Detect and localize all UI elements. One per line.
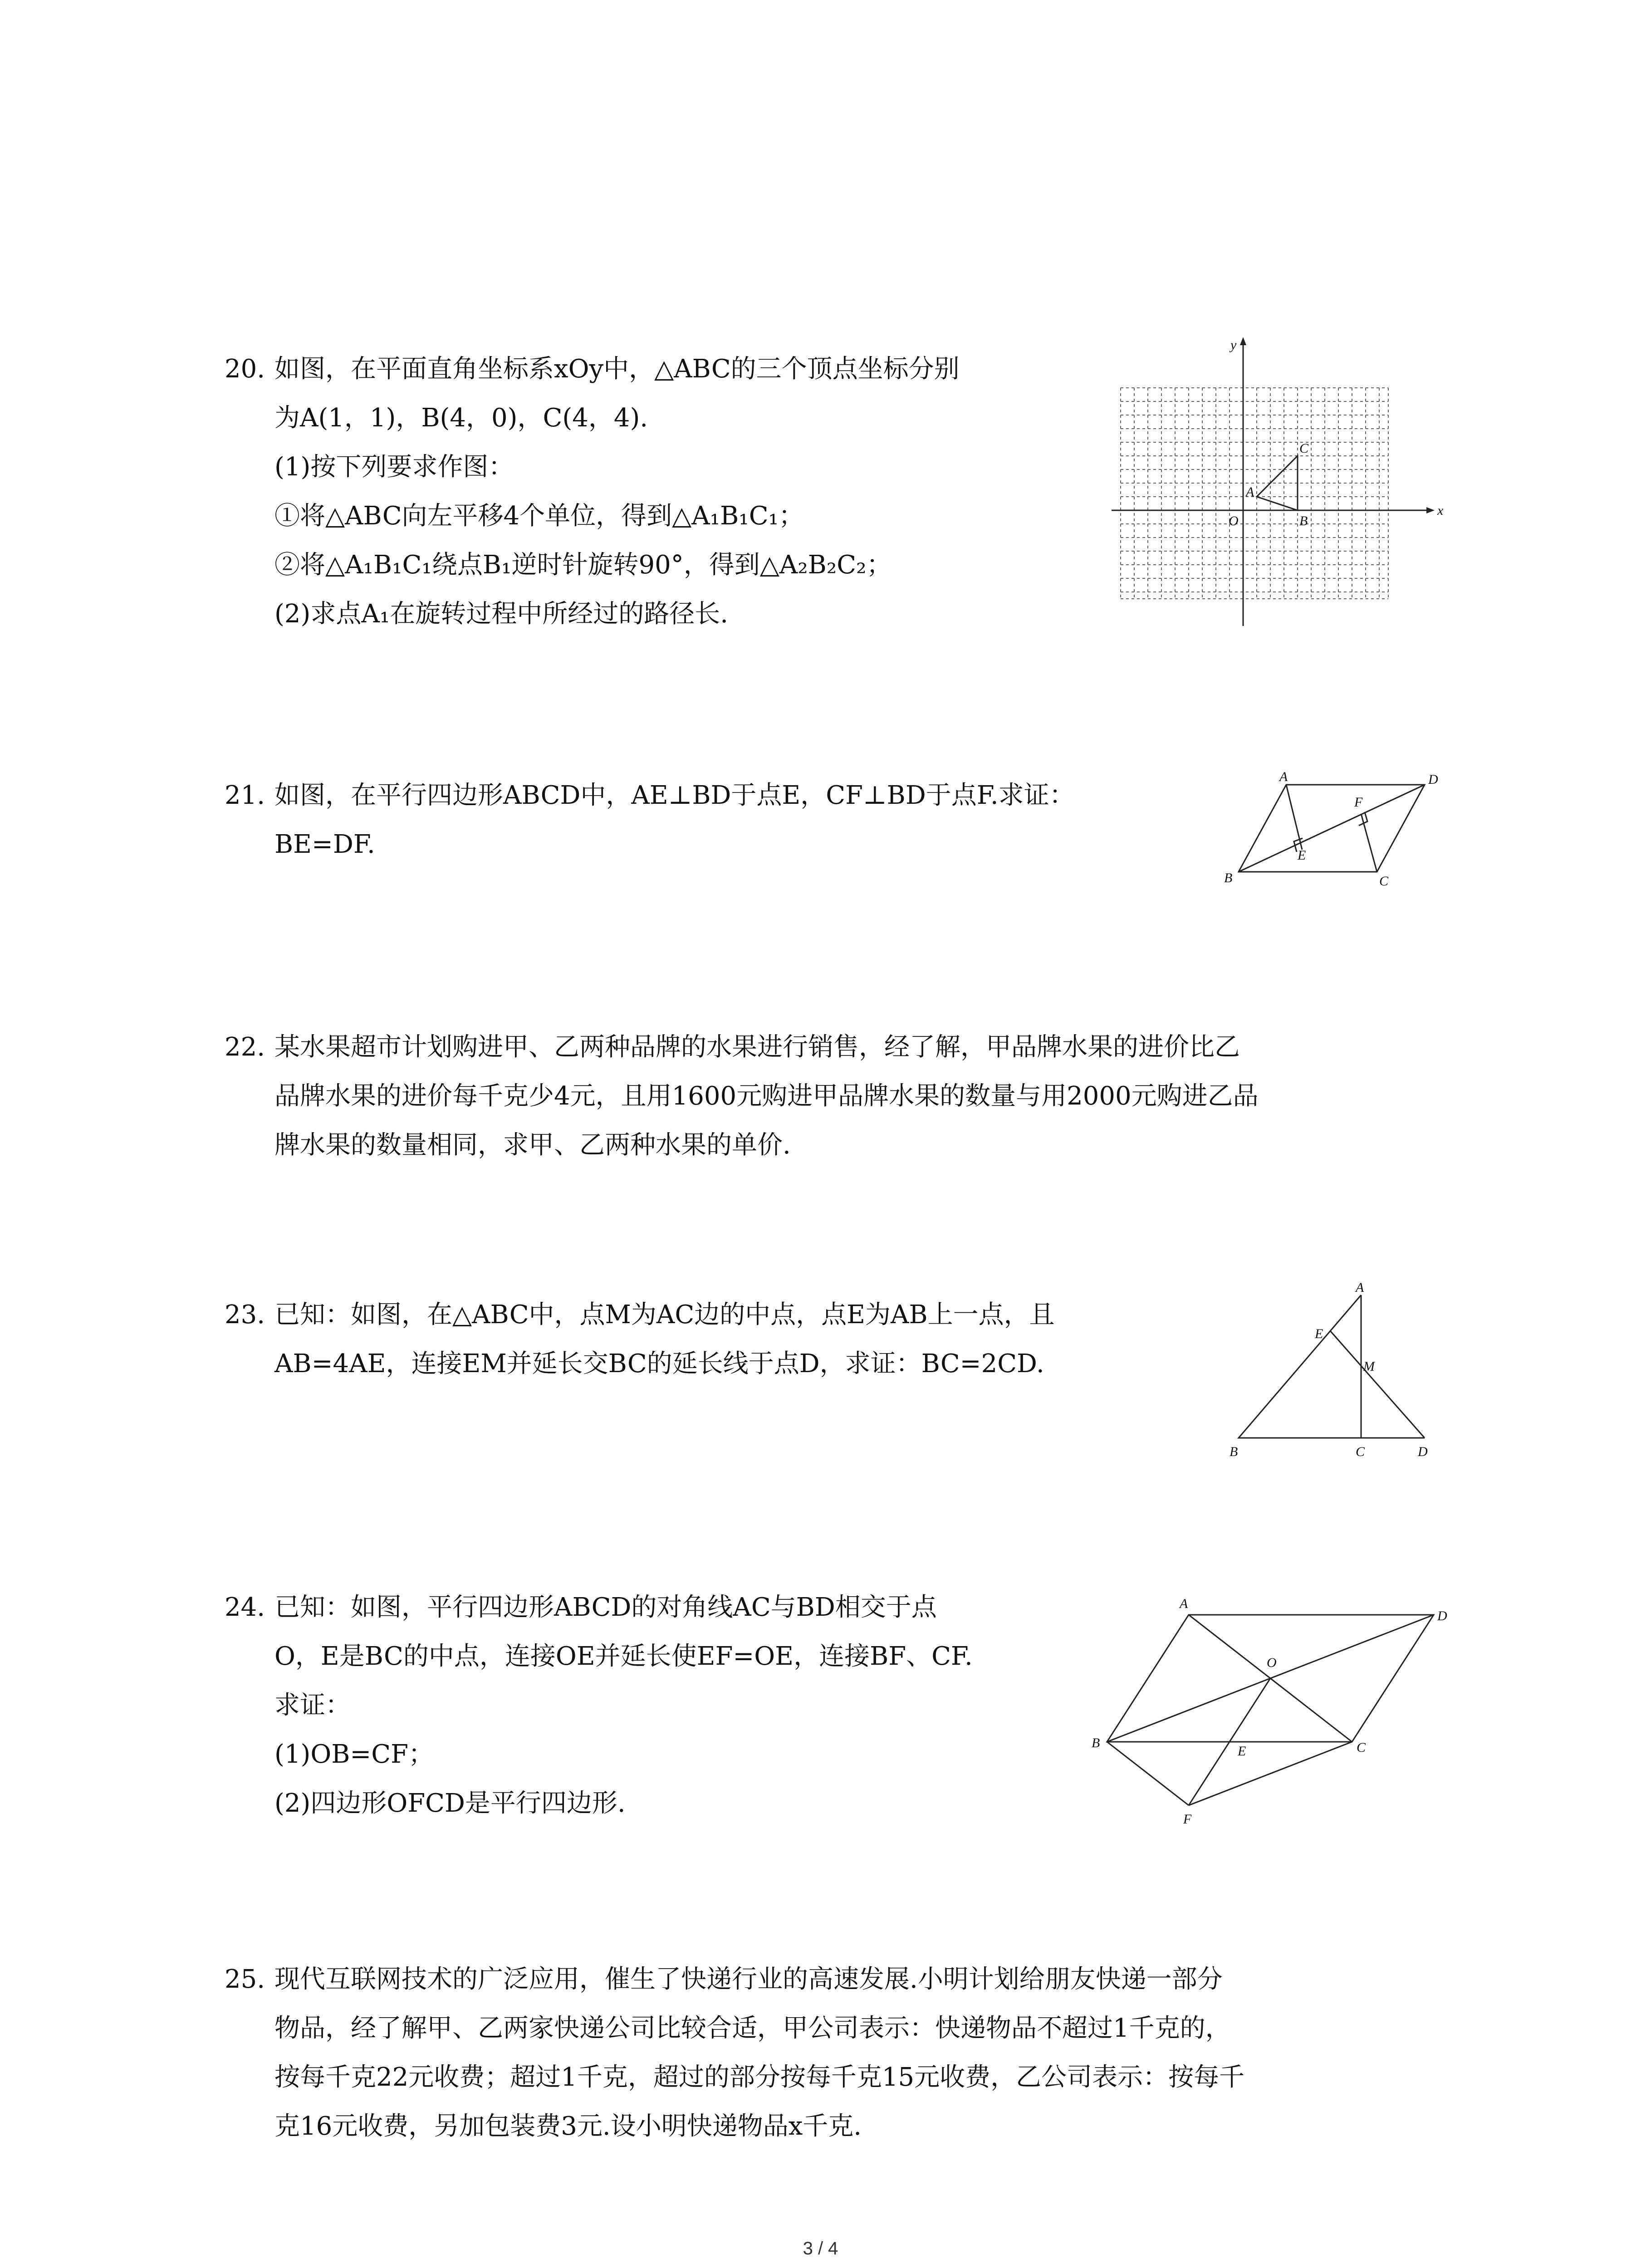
point-label-c: C xyxy=(1299,441,1309,456)
page-number: 3 / 4 xyxy=(803,2239,838,2258)
problem-text-line: 品牌水果的进价每千克少4元，且用1600元购进甲品牌水果的数量与用2000元购进乙品 xyxy=(274,1081,1259,1111)
point-label-c: C xyxy=(1356,1444,1365,1459)
parallelogram-figure-21 xyxy=(1216,767,1452,898)
problem-text-line: 克16元收费，另加包装费3元.设小明快递物品x千克. xyxy=(274,2112,862,2141)
point-label-o: O xyxy=(1267,1655,1277,1670)
point-label-a: A xyxy=(1279,769,1288,784)
point-label-d: D xyxy=(1437,1608,1447,1623)
problem-25 xyxy=(225,1955,1244,2151)
parallelogram-figure-24 xyxy=(1089,1588,1461,1842)
problem-text-line: ②将△A₁B₁C₁绕点B₁逆时针旋转90°，得到△A₂B₂C₂； xyxy=(274,550,892,580)
point-label-f: F xyxy=(1183,1812,1192,1827)
problem-text-line: 现代互联网技术的广泛应用，催生了快递行业的高速发展.小明计划给朋友快递一部分 xyxy=(274,1965,1223,1994)
point-label-e: E xyxy=(1238,1744,1246,1759)
problem-text-line: 已知：如图，平行四边形ABCD的对角线AC与BD相交于点 xyxy=(274,1593,937,1622)
problem-number: 22. xyxy=(225,1032,265,1062)
problem-text-line: 按每千克22元收费；超过1千克，超过的部分按每千克15元收费，乙公司表示：按每千 xyxy=(274,2063,1245,2092)
point-label-a: A xyxy=(1180,1596,1188,1611)
coordinate-grid-figure xyxy=(1112,336,1447,631)
problem-text-line: 如图，在平行四边形ABCD中，AE⊥BD于点E，CF⊥BD于点F.求证： xyxy=(274,781,1075,810)
problem-text-line: (1)按下列要求作图： xyxy=(274,452,514,482)
problem-text-line: (1)OB=CF； xyxy=(274,1740,434,1769)
point-label-a: A xyxy=(1356,1280,1364,1295)
point-label-a: A xyxy=(1246,484,1254,499)
problem-text-line: ①将△ABC向左平移4个单位，得到△A₁B₁C₁； xyxy=(274,501,804,531)
point-label-e: E xyxy=(1298,848,1306,863)
point-label-b: B xyxy=(1299,513,1308,528)
problem-number: 21. xyxy=(225,781,265,810)
point-label-d: D xyxy=(1418,1444,1428,1459)
point-label-m: M xyxy=(1363,1359,1375,1374)
problem-number: 20. xyxy=(225,354,265,384)
problem-22 xyxy=(225,1023,1259,1170)
problem-text-line: 某水果超市计划购进甲、乙两种品牌的水果进行销售，经了解，甲品牌水果的进价比乙 xyxy=(274,1032,1240,1062)
problem-text-line: (2)求点A₁在旋转过程中所经过的路径长. xyxy=(274,599,729,629)
problem-text-line: 求证： xyxy=(274,1691,351,1720)
problem-20 xyxy=(225,345,960,639)
problem-24 xyxy=(225,1583,973,1828)
problem-number: 24. xyxy=(225,1593,265,1622)
problem-text-line: 如图，在平面直角坐标系xOy中，△ABC的三个顶点坐标分别 xyxy=(274,354,960,384)
problem-text-line: BE=DF. xyxy=(274,830,375,859)
problem-text-line: 牌水果的数量相同，求甲、乙两种水果的单价. xyxy=(274,1130,791,1160)
point-label-c: C xyxy=(1357,1740,1366,1755)
axis-label-y: y xyxy=(1230,337,1237,352)
point-label-b: B xyxy=(1230,1444,1238,1459)
point-label-b: B xyxy=(1092,1735,1100,1750)
origin-label: O xyxy=(1229,513,1239,528)
point-label-e: E xyxy=(1315,1326,1323,1341)
point-label-d: D xyxy=(1428,772,1438,787)
problem-text-line: AB=4AE，连接EM并延长交BC的延长线于点D，求证：BC=2CD. xyxy=(274,1349,1044,1378)
problem-23 xyxy=(225,1290,1055,1388)
problem-number: 25. xyxy=(225,1965,265,1994)
point-label-f: F xyxy=(1354,795,1363,810)
problem-21 xyxy=(225,771,1075,869)
problem-text-line: O，E是BC的中点，连接OE并延长使EF=OE，连接BF、CF. xyxy=(274,1642,973,1671)
problem-text-line: (2)四边形OFCD是平行四边形. xyxy=(274,1789,626,1818)
point-label-c: C xyxy=(1379,874,1389,889)
problem-text-line: 已知：如图，在△ABC中，点M为AC边的中点，点E为AB上一点，且 xyxy=(274,1300,1055,1330)
problem-text-line: 为A(1，1)，B(4，0)，C(4，4). xyxy=(274,403,648,433)
axis-label-x: x xyxy=(1437,503,1444,518)
point-label-b: B xyxy=(1224,870,1233,885)
problem-number: 23. xyxy=(225,1300,265,1330)
triangle-figure-23 xyxy=(1216,1275,1452,1465)
problem-text-line: 物品，经了解甲、乙两家快递公司比较合适，甲公司表示：快递物品不超过1千克的， xyxy=(274,2014,1231,2043)
